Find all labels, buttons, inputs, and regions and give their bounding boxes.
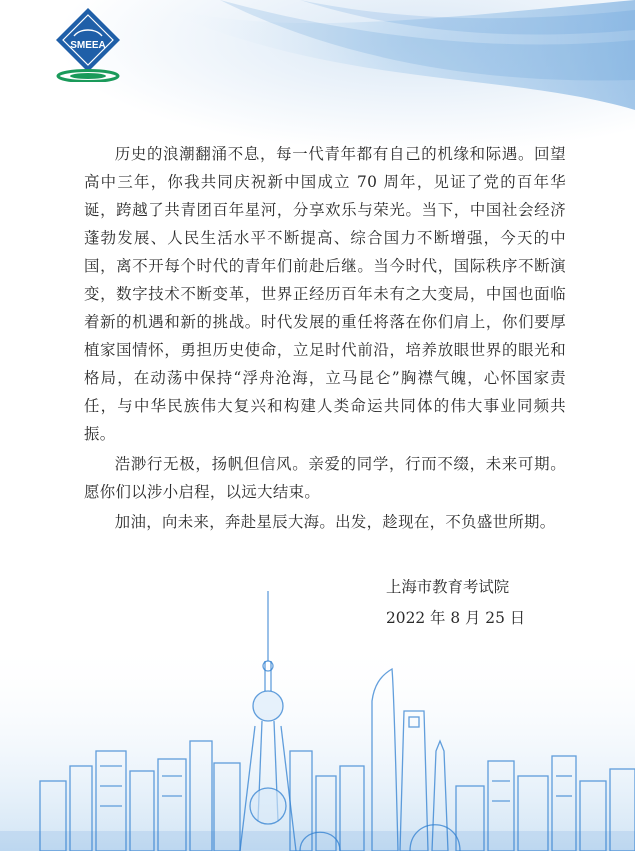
smeea-logo: [52, 6, 124, 82]
signature-organization: 上海市教育考试院: [386, 578, 510, 596]
letter-paragraph-3: 加油，向未来，奔赴星辰大海。出发，趁现在，不负盛世所期。: [114, 513, 556, 531]
letter-paragraph-2: 浩渺行无极，扬帆但信风。亲爱的同学，行而不缀，未来可期。愿你们以涉小启程，以远大结束。: [84, 455, 566, 501]
signature-date: 2022 年 8 月 25 日: [386, 609, 526, 627]
letter-body: [84, 140, 566, 538]
logo-text: SMEEA: [70, 40, 106, 51]
city-skyline-illustration: [0, 591, 635, 851]
letter-paragraph-1: 历史的浪潮翻涌不息，每一代青年都有自己的机缘和际遇。回望高中三年，你我共同庆祝新中国成立 70 周年，见证了党的百年华诞，跨越了共青团百年星河，分享欢乐与荣光。当下，中国社会经济蓬勃发展、人民生活水平不断提高、综合国力不断增强，今天的中国，离不开每个时代的青年们前赴后继。当今时代，国际秩序不断演变，数字技术不断变革，世界正经历百年未有之大变局，中国也面临着新的机遇和新的挑战。时代发展的重任将落在你们肩上，你们要厚植家国情怀，勇担历史使命，立足时代前沿，培养放眼世界的眼光和格局，在动荡中保持“浮舟沧海，立马昆仑”胸襟气魄，心怀国家责任，与中华民族伟大复兴和构建人类命运共同体的伟大事业同频共振。: [84, 145, 566, 443]
